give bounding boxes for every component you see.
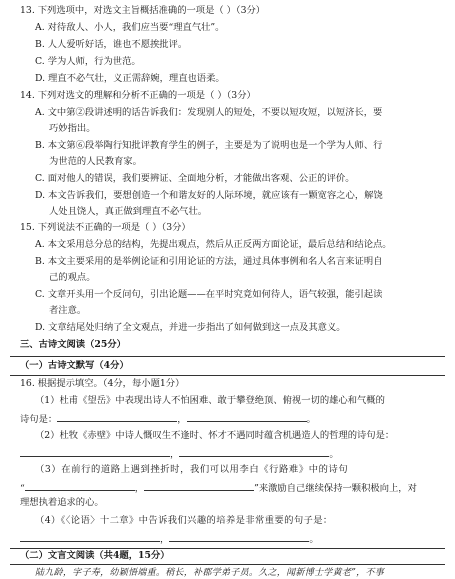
q13-option-c: C. 学为人师，行为世范。 — [35, 56, 141, 67]
q14-option-d: D. 本文告诉我们，要想创造一个和谐友好的人际环境，就应该有一颗宽容之心，解饶 — [35, 190, 383, 201]
q15-option-c: C. 文章开头用一个反问句，引出论题——在平时究竟如何待人，语气较强，能引起读 — [35, 289, 383, 300]
q16-4-period: 。 — [309, 534, 319, 545]
q16-2-period: 。 — [329, 449, 339, 460]
q16-stem: 16. 根据提示填空。（4分，每小题1分） — [20, 378, 185, 389]
q16-3-answer-line — [20, 481, 417, 495]
subsection-2-title: （二）文言文阅读（共4题，15分） — [20, 550, 170, 561]
subsection-2-divider-bottom — [10, 564, 445, 565]
q14-option-a: A. 文中第②段讲述明的话告诉我们：发现别人的短处，不要以短攻短，以短济长，要 — [35, 107, 383, 118]
q14-option-b-cont: 为世范的人民教育家。 — [49, 156, 142, 167]
q16-2-answer-line — [20, 447, 339, 461]
q16-3-comma: ， — [134, 483, 145, 494]
q14-option-d-cont: 人处且饶人，真正做到理直不必气壮。 — [49, 206, 208, 217]
q15-option-b-cont: 己的观点。 — [49, 272, 96, 283]
q15-stem: 15. 下列说法不正确的一项是（ ）（3分） — [20, 222, 191, 233]
q16-2-blank-1[interactable] — [20, 447, 170, 457]
q16-2-blank-2[interactable] — [179, 447, 329, 457]
q16-4-blank-2[interactable] — [169, 532, 309, 542]
q16-3-open-quote: “ — [20, 483, 25, 494]
q16-2-prompt: （2）杜牧《赤壁》中诗人慨叹生不逢时、怀才不遇同时蕴含机遇造人的哲理的诗句是： — [35, 430, 395, 441]
q15-option-d: D. 文章结尾处归纳了全文观点，并进一步指出了如何做到这一点及其意义。 — [35, 322, 346, 333]
q16-3-tail: 理想执着追求的心。 — [20, 497, 104, 508]
q14-stem: 14. 下列对选文的理解和分析不正确的一项是（ ）（3分） — [20, 90, 256, 101]
q16-4-prompt: （4）《〈论语〉十二章》中告诉我们兴趣的培养是非常重要的句子是： — [35, 515, 333, 526]
q16-4-blank-1[interactable] — [20, 532, 160, 542]
q16-3-continue: ”来激励自己继续保持一颗积极向上，对 — [254, 483, 417, 494]
q13-stem: 13. 下列选项中，对选文主旨概括准确的一项是（ ）（3分） — [20, 5, 266, 16]
subsection-1-title: （一）古诗文默写（4分） — [20, 360, 129, 371]
q13-option-a: A. 对待敌人、小人，我们应当要“理直气壮”。 — [35, 22, 225, 33]
q16-3-blank-1[interactable] — [25, 481, 135, 491]
q16-1-prompt: （1）杜甫《望岳》中表现出诗人不怕困难、敢于攀登绝顶、俯视一切的雄心和气概的 — [35, 395, 385, 406]
q13-option-b: B. 人人爱听好话，谁也不愿挨批评。 — [35, 39, 188, 50]
q16-1-lead: 诗句是： — [20, 414, 58, 425]
q14-option-a-cont: 巧妙指出。 — [49, 123, 96, 134]
subsection-divider — [10, 375, 445, 376]
q16-4-comma: ， — [160, 534, 170, 545]
q14-option-b: B. 本文第⑥段举陶行知批评教育学生的例子，主要是为了说明也是一个学为人师、行 — [35, 140, 383, 151]
q16-4-answer-line — [20, 532, 319, 546]
subsection-2-divider-top — [10, 548, 445, 549]
q16-2-comma: ， — [170, 449, 180, 460]
q14-option-c: C. 面对他人的错误，我们要辨证、全面地分析，才能做出客观、公正的评价。 — [35, 173, 355, 184]
q15-option-c-cont: 者注意。 — [49, 305, 87, 316]
q15-option-a: A. 本文采用总分总的结构，先提出观点，然后从正反两方面论证，最后总结和结论点。 — [35, 239, 392, 250]
passage-line-1: 陆九龄，字子寿，幼颖悟端重。稍长，补郡学弟子员。久之，闻新博士学黄老”，不事 — [35, 568, 385, 578]
q16-1-period: 。 — [306, 414, 316, 425]
q16-3-blank-2[interactable] — [144, 481, 254, 491]
q15-option-b: B. 本文主要采用的是举例论证和引用论证的方法，通过具体事例和名人名言来证明自 — [35, 256, 383, 267]
section-divider — [10, 356, 445, 357]
q16-1-comma: ， — [177, 414, 187, 425]
q16-1-blank-2[interactable] — [187, 412, 307, 422]
q13-option-d: D. 理直不必气壮，义正需辞婉，理直也语柔。 — [35, 73, 225, 84]
q16-1-blank-1[interactable] — [57, 412, 177, 422]
section-3-title: 三、古诗文阅读（25分） — [20, 339, 126, 350]
q16-1-answer-line — [20, 412, 316, 426]
q16-3-prompt: （3）在前行的道路上遇到挫折时，我们可以用李白《行路难》中的诗句 — [35, 464, 349, 475]
